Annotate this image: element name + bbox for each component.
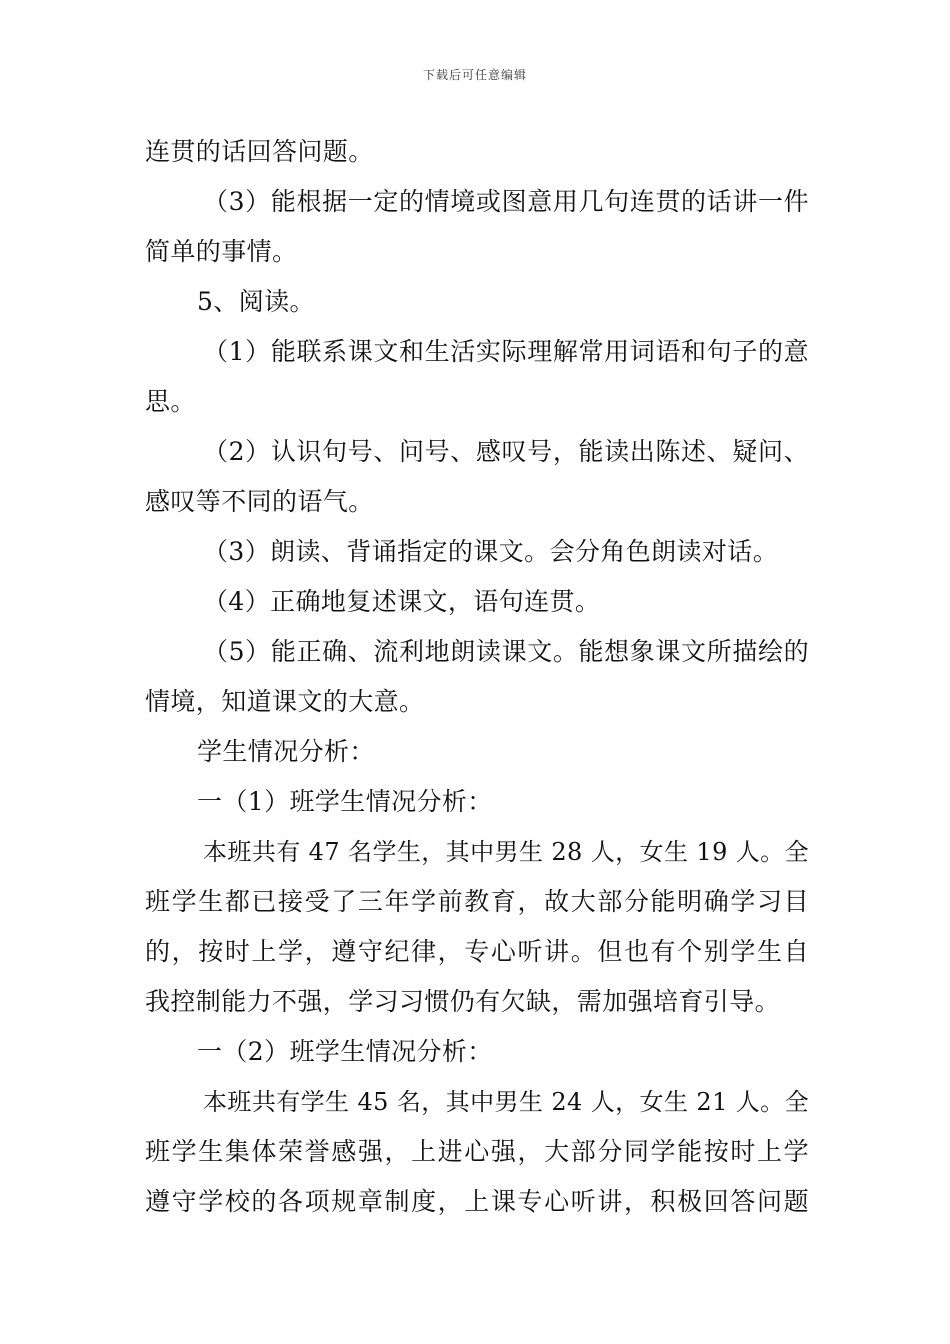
- paragraph-line: 遵守学校的各项规章制度，上课专心听讲，积极回答问题: [145, 1187, 809, 1216]
- paragraph-line: （1）能联系课文和生活实际理解常用词语和句子的意: [203, 337, 809, 366]
- paragraph-line: （4）正确地复述课文，语句连贯。: [203, 587, 601, 616]
- paragraph-line: 的，按时上学，遵守纪律，专心听讲。但也有个别学生自: [145, 937, 809, 966]
- section-heading: 一（2）班学生情况分析：: [197, 1037, 493, 1066]
- paragraph-line: （2）认识句号、问号、感叹号，能读出陈述、疑问、: [203, 437, 809, 466]
- paragraph-line: 我控制能力不强，学习习惯仍有欠缺，需加强培育引导。: [145, 987, 781, 1016]
- paragraph-line: 感叹等不同的语气。: [145, 487, 374, 516]
- paragraph-line: （3）能根据一定的情境或图意用几句连贯的话讲一件: [203, 187, 809, 216]
- document-body: [145, 127, 809, 1227]
- section-heading: 学生情况分析：: [197, 737, 375, 766]
- paragraph-line: 本班共有 47 名学生，其中男生 28 人，女生 19 人。全: [203, 838, 809, 866]
- paragraph-line: 班学生都已接受了三年学前教育，故大部分能明确学习目: [145, 887, 809, 916]
- paragraph-line: （3）朗读、背诵指定的课文。会分角色朗读对话。: [203, 537, 779, 566]
- paragraph-line: （5）能正确、流利地朗读课文。能想象课文所描绘的: [203, 637, 809, 666]
- paragraph-line: 简单的事情。: [145, 237, 298, 266]
- paragraph-line: 班学生集体荣誉感强，上进心强，大部分同学能按时上学: [145, 1137, 809, 1166]
- paragraph-line: 本班共有学生 45 名，其中男生 24 人，女生 21 人。全: [203, 1088, 809, 1116]
- paragraph-line: 连贯的话回答问题。: [145, 137, 374, 166]
- paragraph-line: 思。: [145, 387, 196, 416]
- section-heading: 5、阅读。: [197, 287, 315, 316]
- section-heading: 一（1）班学生情况分析：: [197, 787, 493, 816]
- page-header: 下载后可任意编辑: [422, 68, 527, 82]
- paragraph-line: 情境，知道课文的大意。: [145, 687, 425, 716]
